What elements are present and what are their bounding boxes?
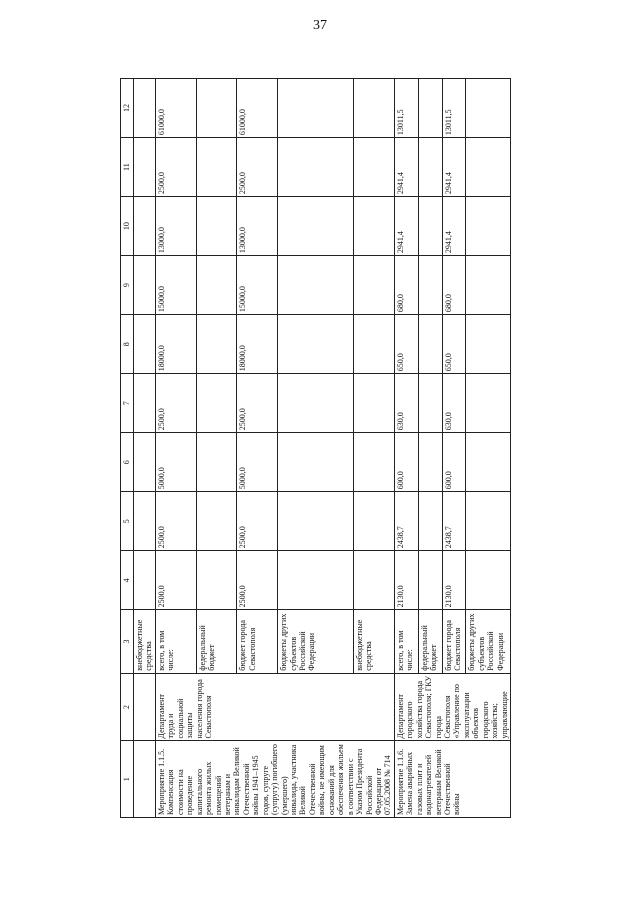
cell-executor [134,673,156,741]
cell-value [418,79,442,138]
cell-executor: Департамент труда и социальной защиты населения города Севастополя [155,673,394,741]
cell-value: 61000,0 [237,79,278,138]
cell-value: 2941,4 [394,197,418,256]
cell-value: 61000,0 [155,79,196,138]
cell-value [196,374,237,433]
cell-value [196,197,237,256]
cell-value [418,374,442,433]
col-header: 10 [121,197,134,256]
cell-value [278,492,354,551]
cell-value [466,374,511,433]
cell-value: 2438,7 [442,492,466,551]
cell-measure: Мероприятие 1.1.6. Замена аварийных газовых плит и водонагревателей ветеранам Великой Отечественной войны [394,741,510,818]
col-header: 12 [121,79,134,138]
cell-value [354,492,395,551]
cell-value: 13011,5 [442,79,466,138]
cell-value: 650,0 [442,315,466,374]
cell-value [196,138,237,197]
cell-value [418,315,442,374]
cell-value [418,138,442,197]
cell-source: внебюджетные средства [354,610,395,673]
cell-value [134,79,156,138]
cell-value [466,433,511,492]
cell-value [354,433,395,492]
col-header: 8 [121,315,134,374]
table-row [134,79,156,818]
cell-value [466,315,511,374]
col-header: 7 [121,374,134,433]
cell-value [466,256,511,315]
col-header: 6 [121,433,134,492]
cell-value: 630,0 [394,374,418,433]
cell-value: 2500,0 [155,492,196,551]
cell-value [196,551,237,610]
cell-value: 600,0 [442,433,466,492]
cell-source: бюджет города Севастополя [442,610,466,673]
cell-value: 2500,0 [155,551,196,610]
cell-value: 600,0 [394,433,418,492]
cell-value: 15000,0 [155,256,196,315]
cell-value [278,433,354,492]
cell-value [196,433,237,492]
cell-value [466,79,511,138]
cell-source: федеральный бюджет [196,610,237,673]
cell-value [278,256,354,315]
col-header: 4 [121,551,134,610]
cell-value [278,197,354,256]
cell-value [278,138,354,197]
budget-table [120,78,511,818]
cell-value: 2500,0 [237,551,278,610]
cell-value: 13000,0 [237,197,278,256]
cell-value [354,374,395,433]
cell-value: 2941,4 [442,197,466,256]
cell-value [196,256,237,315]
col-header: 2 [121,673,134,741]
cell-value [196,79,237,138]
cell-value [278,79,354,138]
cell-value [466,551,511,610]
cell-source: внебюджетные средства [134,610,156,673]
cell-value [134,138,156,197]
cell-source: бюджеты других субъектов Российской Федерации [466,610,511,673]
cell-value [278,374,354,433]
cell-value: 680,0 [442,256,466,315]
cell-value: 2941,4 [442,138,466,197]
cell-value [278,551,354,610]
cell-source: всего, в том числе: [394,610,418,673]
cell-value: 2500,0 [237,492,278,551]
cell-value: 2500,0 [237,374,278,433]
cell-value [134,315,156,374]
cell-value [418,492,442,551]
page-number: 37 [313,18,327,33]
header-row [121,79,134,818]
cell-value: 2130,0 [394,551,418,610]
cell-value: 18000,0 [237,315,278,374]
cell-value: 5000,0 [237,433,278,492]
cell-measure: Мероприятие 1.1.5. Компенсация стоимости на проведение капитального ремонта жилых помещений ветеранам и инвалидам Великой Отечественной войны 1941–1945 годов, супруге (супругу) погибшего (умершего) инвалида, участника Великой Отечественной войны, не имеющим оснований для обеспечения жильем в соответствии с Указом Президента Российской Федерации от 07.05.2008 № 714 [155,741,394,818]
cell-value: 2438,7 [394,492,418,551]
table-row [155,79,196,818]
cell-value [134,551,156,610]
cell-source: всего, в том числе: [155,610,196,673]
cell-value [354,138,395,197]
cell-executor: Департамент городского хозяйства города Севастополя; ГКУ города Севастополя «Управление по эксплуатации объектов городского хозяйства; управляющие [394,673,510,741]
cell-value [134,374,156,433]
cell-value: 13000,0 [155,197,196,256]
cell-value: 650,0 [394,315,418,374]
cell-value [418,197,442,256]
table-row [394,79,418,818]
cell-source: бюджеты других субъектов Российской Федерации [278,610,354,673]
cell-value [196,315,237,374]
col-header: 5 [121,492,134,551]
col-header: 3 [121,610,134,673]
cell-value [418,256,442,315]
cell-measure [134,741,156,818]
cell-value [418,551,442,610]
cell-value [354,256,395,315]
cell-value [134,492,156,551]
cell-source: федеральный бюджет [418,610,442,673]
cell-value [354,315,395,374]
cell-value [134,197,156,256]
cell-value [134,433,156,492]
cell-value [354,197,395,256]
cell-value [418,433,442,492]
cell-source: бюджет города Севастополя [237,610,278,673]
cell-value: 680,0 [394,256,418,315]
cell-value [278,315,354,374]
cell-value: 18000,0 [155,315,196,374]
cell-value: 5000,0 [155,433,196,492]
cell-value: 2500,0 [237,138,278,197]
cell-value: 2500,0 [155,374,196,433]
cell-value: 2941,4 [394,138,418,197]
cell-value: 15000,0 [237,256,278,315]
cell-value [466,197,511,256]
cell-value [466,492,511,551]
col-header: 11 [121,138,134,197]
cell-value [196,492,237,551]
cell-value: 2130,0 [442,551,466,610]
cell-value [466,138,511,197]
cell-value: 2500,0 [155,138,196,197]
rotated-table-container [120,78,530,818]
cell-value: 13011,5 [394,79,418,138]
cell-value: 630,0 [442,374,466,433]
col-header: 1 [121,741,134,818]
cell-value [134,256,156,315]
cell-value [354,79,395,138]
col-header: 9 [121,256,134,315]
cell-value [354,551,395,610]
